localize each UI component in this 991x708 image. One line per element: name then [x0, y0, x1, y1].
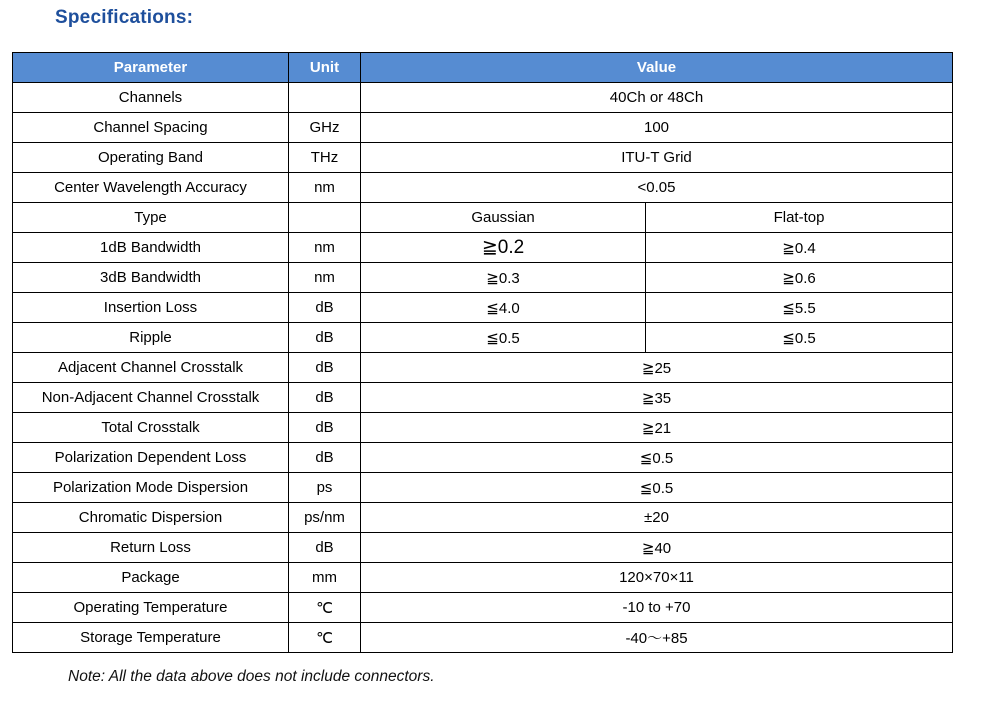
- table-row-return-loss: [13, 533, 953, 563]
- unit-cell: nm: [289, 173, 361, 203]
- specifications-table: [12, 52, 953, 653]
- footnote: Note: All the data above does not include connectors.: [68, 668, 435, 685]
- param-cell: Channel Spacing: [13, 113, 289, 143]
- unit-cell: ps/nm: [289, 503, 361, 533]
- value-gaussian-cell: ≧0.2: [361, 233, 646, 263]
- value-cell: 120×70×11: [361, 563, 953, 593]
- table-row-channel-spacing: [13, 113, 953, 143]
- unit-cell: nm: [289, 233, 361, 263]
- param-cell: Total Crosstalk: [13, 413, 289, 443]
- table-row-operating-temperature: [13, 593, 953, 623]
- table-row-ripple: [13, 323, 953, 353]
- param-cell: Return Loss: [13, 533, 289, 563]
- unit-cell: [289, 83, 361, 113]
- table-row-package: [13, 563, 953, 593]
- unit-cell: ps: [289, 473, 361, 503]
- table-row-non-adjacent-channel-crosstalk: [13, 383, 953, 413]
- param-cell: Operating Temperature: [13, 593, 289, 623]
- table-row-chromatic-dispersion: [13, 503, 953, 533]
- value-gaussian-cell: Gaussian: [361, 203, 646, 233]
- value-flattop-cell: ≧0.6: [646, 263, 953, 293]
- table-row-polarization-mode-dispersion: [13, 473, 953, 503]
- value-cell: -10 to +70: [361, 593, 953, 623]
- value-gaussian-cell: ≦4.0: [361, 293, 646, 323]
- header-unit: Unit: [289, 53, 361, 83]
- table-row-channels: [13, 83, 953, 113]
- unit-cell: dB: [289, 383, 361, 413]
- value-flattop-cell: ≧0.4: [646, 233, 953, 263]
- value-cell: <0.05: [361, 173, 953, 203]
- param-cell: Type: [13, 203, 289, 233]
- value-cell: ≧25: [361, 353, 953, 383]
- header-value: Value: [361, 53, 953, 83]
- unit-cell: ℃: [289, 623, 361, 653]
- param-cell: Adjacent Channel Crosstalk: [13, 353, 289, 383]
- page-title: Specifications:: [55, 7, 194, 28]
- table-header-row: [13, 53, 953, 83]
- table-row-operating-band: [13, 143, 953, 173]
- param-cell: Chromatic Dispersion: [13, 503, 289, 533]
- table-row-total-crosstalk: [13, 413, 953, 443]
- value-cell: 40Ch or 48Ch: [361, 83, 953, 113]
- value-flattop-cell: ≦5.5: [646, 293, 953, 323]
- param-cell: Polarization Dependent Loss: [13, 443, 289, 473]
- param-cell: Package: [13, 563, 289, 593]
- table-row-type: [13, 203, 953, 233]
- unit-cell: nm: [289, 263, 361, 293]
- table-row-3db-bandwidth: [13, 263, 953, 293]
- value-cell: ITU-T Grid: [361, 143, 953, 173]
- unit-cell: mm: [289, 563, 361, 593]
- table-row-insertion-loss: [13, 293, 953, 323]
- unit-cell: GHz: [289, 113, 361, 143]
- value-cell: ≧21: [361, 413, 953, 443]
- unit-cell: dB: [289, 413, 361, 443]
- table-row-center-wavelength-accuracy: [13, 173, 953, 203]
- unit-cell: dB: [289, 353, 361, 383]
- param-cell: Ripple: [13, 323, 289, 353]
- unit-cell: dB: [289, 533, 361, 563]
- value-cell: ±20: [361, 503, 953, 533]
- param-cell: 1dB Bandwidth: [13, 233, 289, 263]
- value-flattop-cell: ≦0.5: [646, 323, 953, 353]
- value-flattop-cell: Flat-top: [646, 203, 953, 233]
- unit-cell: THz: [289, 143, 361, 173]
- value-cell: ≦0.5: [361, 473, 953, 503]
- unit-cell: ℃: [289, 593, 361, 623]
- param-cell: Insertion Loss: [13, 293, 289, 323]
- value-cell: 100: [361, 113, 953, 143]
- param-cell: Operating Band: [13, 143, 289, 173]
- param-cell: Center Wavelength Accuracy: [13, 173, 289, 203]
- value-gaussian-cell: ≧0.3: [361, 263, 646, 293]
- unit-cell: dB: [289, 323, 361, 353]
- param-cell: Non-Adjacent Channel Crosstalk: [13, 383, 289, 413]
- header-parameter: Parameter: [13, 53, 289, 83]
- unit-cell: dB: [289, 443, 361, 473]
- value-cell: ≦0.5: [361, 443, 953, 473]
- table-row-polarization-dependent-loss: [13, 443, 953, 473]
- param-cell: Channels: [13, 83, 289, 113]
- value-cell: -40～+85: [361, 623, 953, 653]
- table-row-storage-temperature: [13, 623, 953, 653]
- table-row-1db-bandwidth: [13, 233, 953, 263]
- param-cell: Polarization Mode Dispersion: [13, 473, 289, 503]
- unit-cell: [289, 203, 361, 233]
- table-row-adjacent-channel-crosstalk: [13, 353, 953, 383]
- param-cell: 3dB Bandwidth: [13, 263, 289, 293]
- value-cell: ≧40: [361, 533, 953, 563]
- value-cell: ≧35: [361, 383, 953, 413]
- unit-cell: dB: [289, 293, 361, 323]
- param-cell: Storage Temperature: [13, 623, 289, 653]
- value-gaussian-cell: ≦0.5: [361, 323, 646, 353]
